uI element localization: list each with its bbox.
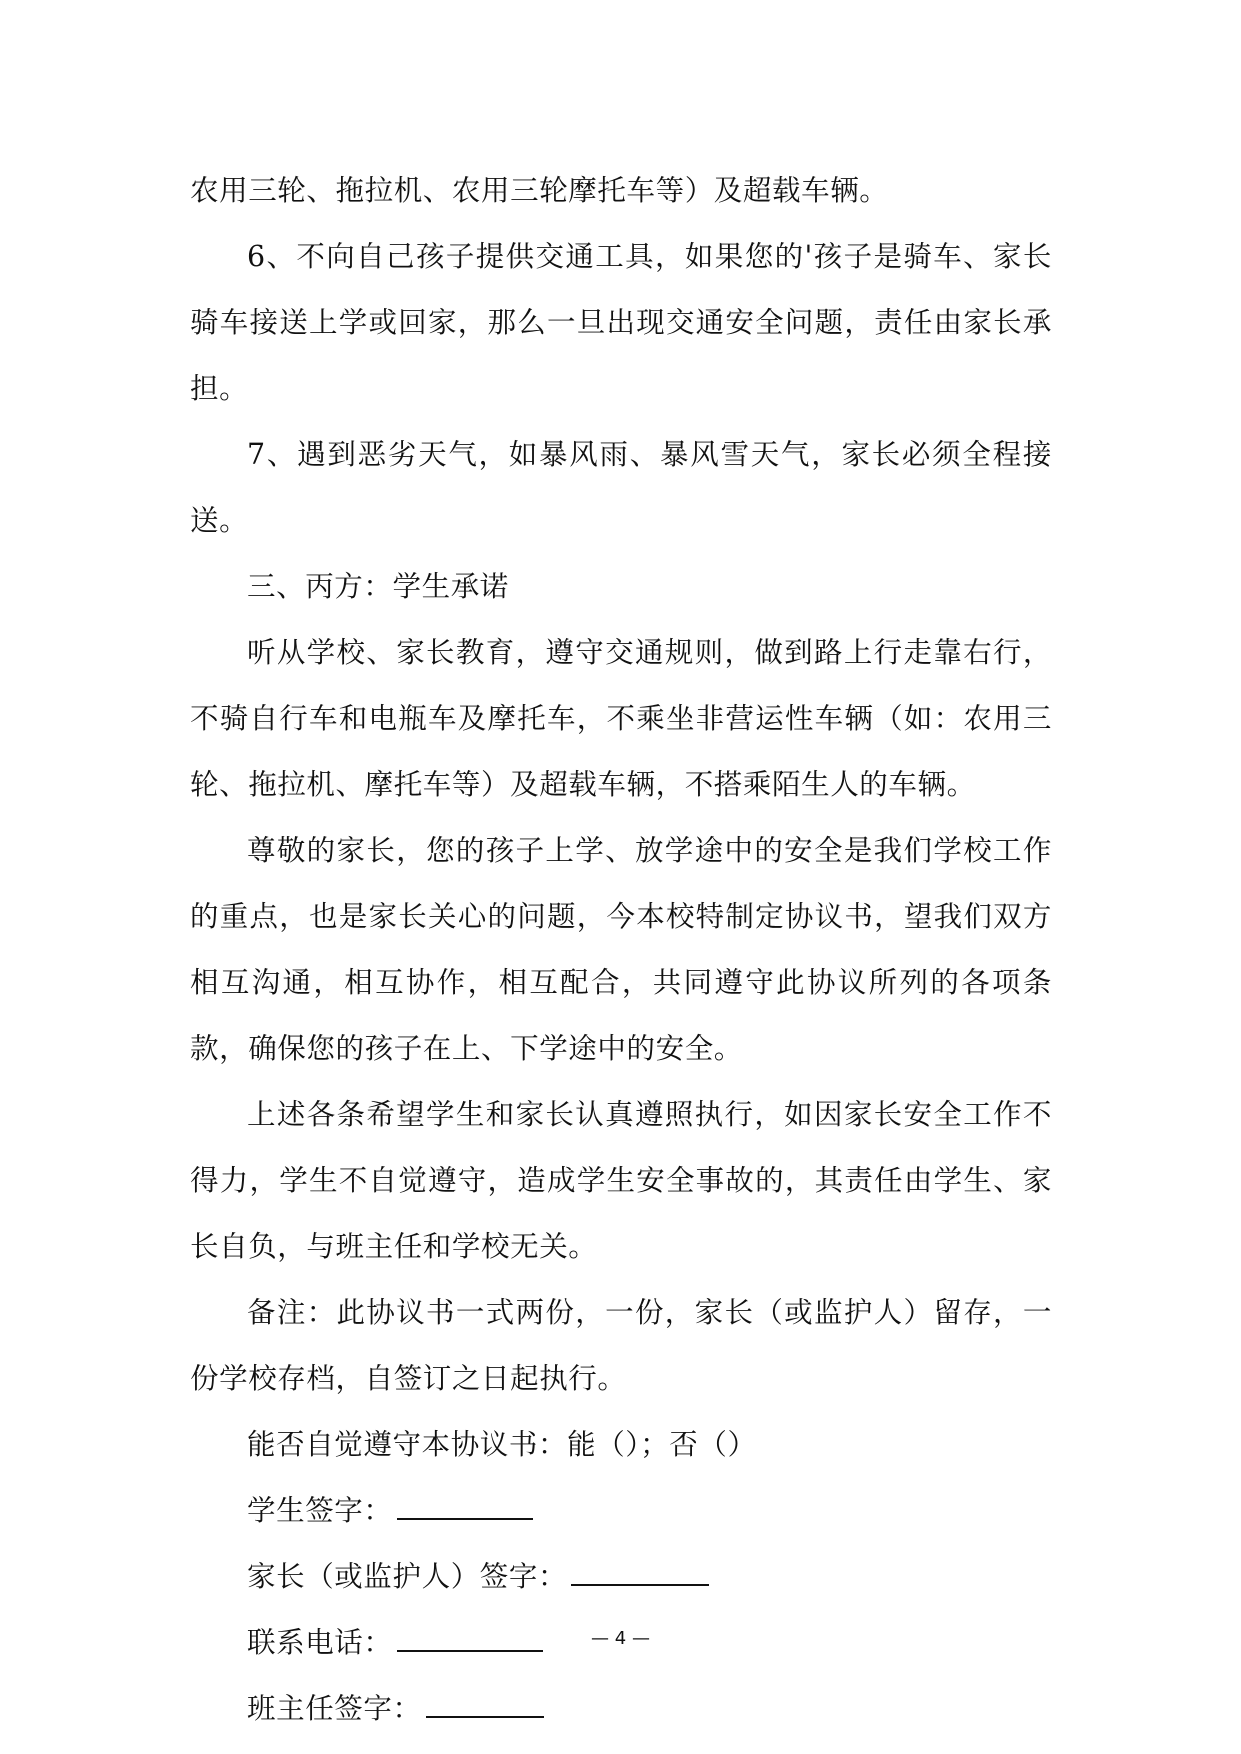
teacher-signature-label: 班主任签字： — [247, 1692, 422, 1725]
section-heading-student-promise: 三、丙方：学生承诺 — [247, 570, 509, 603]
parent-signature-line — [190, 1544, 1052, 1610]
student-signature-label: 学生签字： — [247, 1494, 393, 1527]
paragraph-parent-notice: 尊敬的家长，您的孩子上学、放学途中的安全是我们学校工作的重点，也是家长关心的问题，今本校特制定协议书，望我们双方相互沟通，相互协作，相互配合，共同遵守此协议所列的各项条款，确保您的孩子在上、下学途中的安全。 — [190, 834, 1052, 1065]
paragraph-student-promise: 听从学校、家长教育，遵守交通规则，做到路上行走靠右行，不骑自行车和电瓶车及摩托车，不乘坐非营运性车辆（如：农用三轮、拖拉机、摩托车等）及超载车辆，不搭乘陌生人的车辆。 — [190, 636, 1052, 801]
paragraph-compliance-question: 能否自觉遵守本协议书：能（）；否（） — [247, 1428, 757, 1461]
paragraph-remarks: 备注：此协议书一式两份，一份，家长（或监护人）留存，一份学校存档，自签订之日起执行。 — [190, 1296, 1052, 1395]
paragraph-3: 7、遇到恶劣天气，如暴风雨、暴风雪天气，家长必须全程接送。 — [190, 438, 1052, 537]
parent-signature-blank[interactable] — [571, 1562, 709, 1586]
page-number: — 4 — — [591, 1628, 650, 1649]
phone-label: 联系电话： — [247, 1626, 393, 1659]
paragraph-2: 6、不向自己孩子提供交通工具，如果您的'孩子是骑车、家长骑车接送上学或回家，那么一旦出现交通安全问题，责任由家长承担。 — [190, 240, 1052, 405]
student-signature-blank[interactable] — [397, 1496, 533, 1520]
teacher-signature-line — [190, 1676, 1052, 1742]
document-body — [190, 158, 1052, 1742]
paragraph-responsibility: 上述各条希望学生和家长认真遵照执行，如因家长安全工作不得力，学生不自觉遵守，造成学生安全事故的，其责任由学生、家长自负，与班主任和学校无关。 — [190, 1098, 1052, 1263]
student-signature-line — [190, 1478, 1052, 1544]
parent-signature-label: 家长（或监护人）签字： — [247, 1560, 568, 1593]
paragraph-1: 农用三轮、拖拉机、农用三轮摩托车等）及超载车辆。 — [190, 174, 889, 207]
teacher-signature-blank[interactable] — [426, 1694, 544, 1718]
